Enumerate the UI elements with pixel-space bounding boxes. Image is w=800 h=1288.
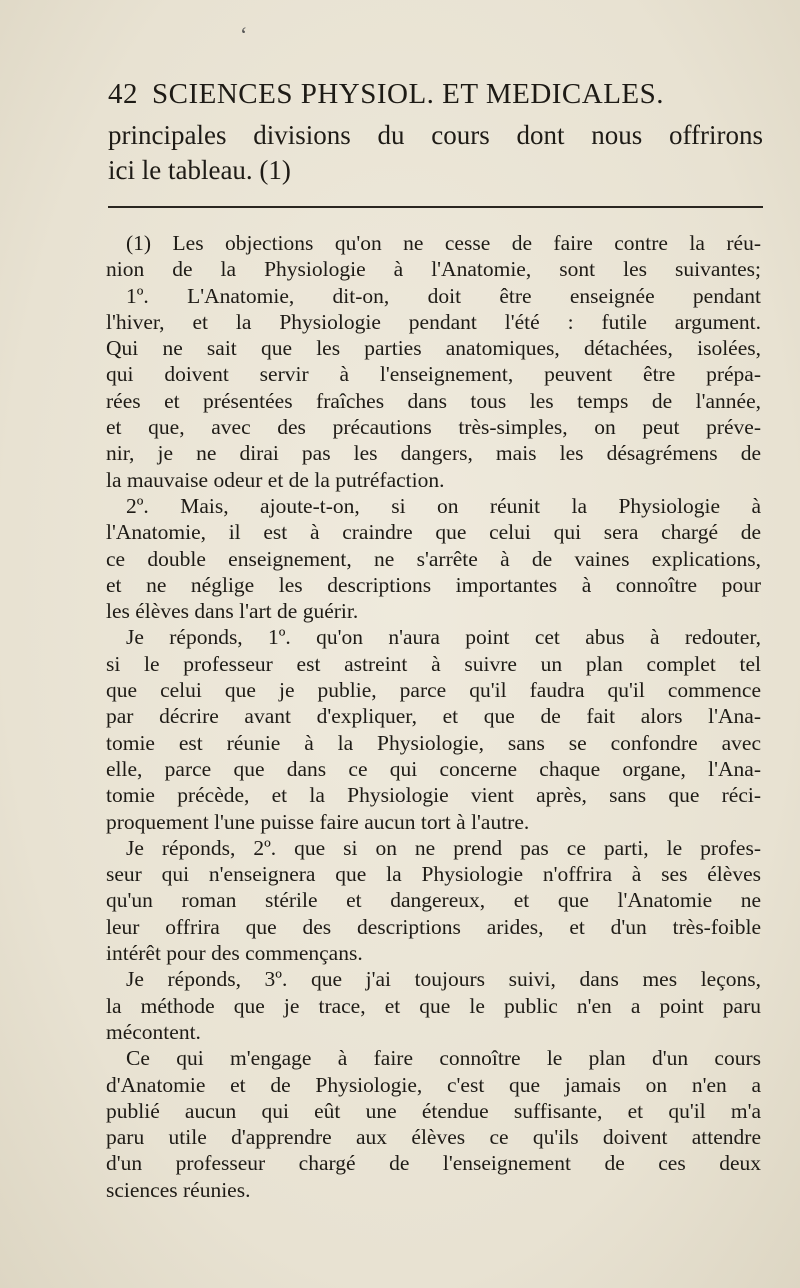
footnote-line: que celui que je publie, parce qu'il faudra qu'il commence bbox=[106, 678, 761, 703]
footnote-line: publié aucun qui eût une étendue suffisante, et qu'il m'a bbox=[106, 1098, 761, 1123]
footnote-line: et ne néglige les descriptions importantes à connoître pour bbox=[106, 572, 761, 597]
footnote-line: Je réponds, 3º. que j'ai toujours suivi, dans mes leçons, bbox=[126, 967, 761, 992]
footnote-line: l'Anatomie, il est à craindre que celui qui sera chargé de bbox=[106, 520, 761, 545]
footnote-line: et que, avec des précautions très-simples, on peut préve- bbox=[106, 415, 761, 440]
footnote-line: qui doivent servir à l'enseignement, peuvent être prépa- bbox=[106, 362, 761, 387]
footnote-line: l'hiver, et la Physiologie pendant l'été : futile argument. bbox=[106, 309, 761, 334]
footnote-line: qu'un roman stérile et dangereux, et que l'Anatomie ne bbox=[106, 888, 761, 913]
footnote-rule bbox=[108, 206, 763, 208]
footnote-line: Je réponds, 1º. qu'on n'aura point cet abus à redouter, bbox=[126, 625, 761, 650]
footnote-line: tomie précède, et la Physiologie vient après, sans que réci- bbox=[106, 783, 761, 808]
footnote-line: 1º. L'Anatomie, dit-on, doit être enseignée pendant bbox=[126, 283, 761, 308]
footnote-line: intérêt pour des commençans. bbox=[106, 941, 363, 966]
footnote-line: Je réponds, 2º. que si on ne prend pas ce parti, le profes- bbox=[126, 835, 761, 860]
footnote-line: sciences réunies. bbox=[106, 1177, 251, 1202]
footnote-line: Qui ne sait que les parties anatomiques, détachées, isolées, bbox=[106, 336, 761, 361]
footnote-line: nir, je ne dirai pas les dangers, mais les désagrémens de bbox=[106, 441, 761, 466]
footnote-line: elle, parce que dans ce qui concerne chaque organe, l'Ana- bbox=[106, 756, 761, 781]
top-mark: ʻ bbox=[240, 22, 248, 47]
footnote-line: leur offrira que des descriptions arides, et d'un très-foible bbox=[106, 914, 761, 939]
footnote-line: ce double enseignement, ne s'arrête à de vaines explications, bbox=[106, 546, 761, 571]
footnote-line: d'Anatomie et de Physiologie, c'est que jamais on n'en a bbox=[106, 1072, 761, 1097]
footnote-block bbox=[106, 230, 761, 1203]
footnote-line: nion de la Physiologie à l'Anatomie, sont les suivantes; bbox=[106, 257, 761, 282]
main-text-line: principales divisions du cours dont nous offrirons bbox=[108, 120, 763, 150]
footnote-line: les élèves dans l'art de guérir. bbox=[106, 599, 359, 624]
main-text bbox=[108, 118, 763, 188]
footnote-line: Ce qui m'engage à faire connoître le plan d'un cours bbox=[126, 1046, 761, 1071]
footnote-line: tomie est réunie à la Physiologie, sans se confondre avec bbox=[106, 730, 761, 755]
running-header bbox=[108, 78, 718, 111]
footnote-line: d'un professeur chargé de l'enseignement de ces deux bbox=[106, 1151, 761, 1176]
running-title: SCIENCES PHYSIOL. ET MEDICALES. bbox=[152, 78, 665, 110]
footnote-line: la méthode que je trace, et que le public n'en a point paru bbox=[106, 993, 761, 1018]
footnote-line: par décrire avant d'expliquer, et que de fait alors l'Ana- bbox=[106, 704, 761, 729]
footnote-line: mécontent. bbox=[106, 1019, 201, 1044]
footnote-line: la mauvaise odeur et de la putréfaction. bbox=[106, 467, 445, 492]
main-text-line: ici le tableau. (1) bbox=[108, 155, 291, 185]
footnote-line: si le professeur est astreint à suivre un plan complet tel bbox=[106, 651, 761, 676]
footnote-line: 2º. Mais, ajoute-t-on, si on réunit la Physiologie à bbox=[126, 493, 761, 518]
page-number: 42 bbox=[108, 78, 138, 110]
footnote-line: seur qui n'enseignera que la Physiologie n'offrira à ses élèves bbox=[106, 862, 761, 887]
footnote-line: proquement l'une puisse faire aucun tort à l'autre. bbox=[106, 809, 530, 834]
footnote-line: paru utile d'apprendre aux élèves ce qu'ils doivent attendre bbox=[106, 1125, 761, 1150]
footnote-line: rées et présentées fraîches dans tous les temps de l'année, bbox=[106, 388, 761, 413]
footnote-line: (1) Les objections qu'on ne cesse de faire contre la réu- bbox=[126, 231, 761, 255]
